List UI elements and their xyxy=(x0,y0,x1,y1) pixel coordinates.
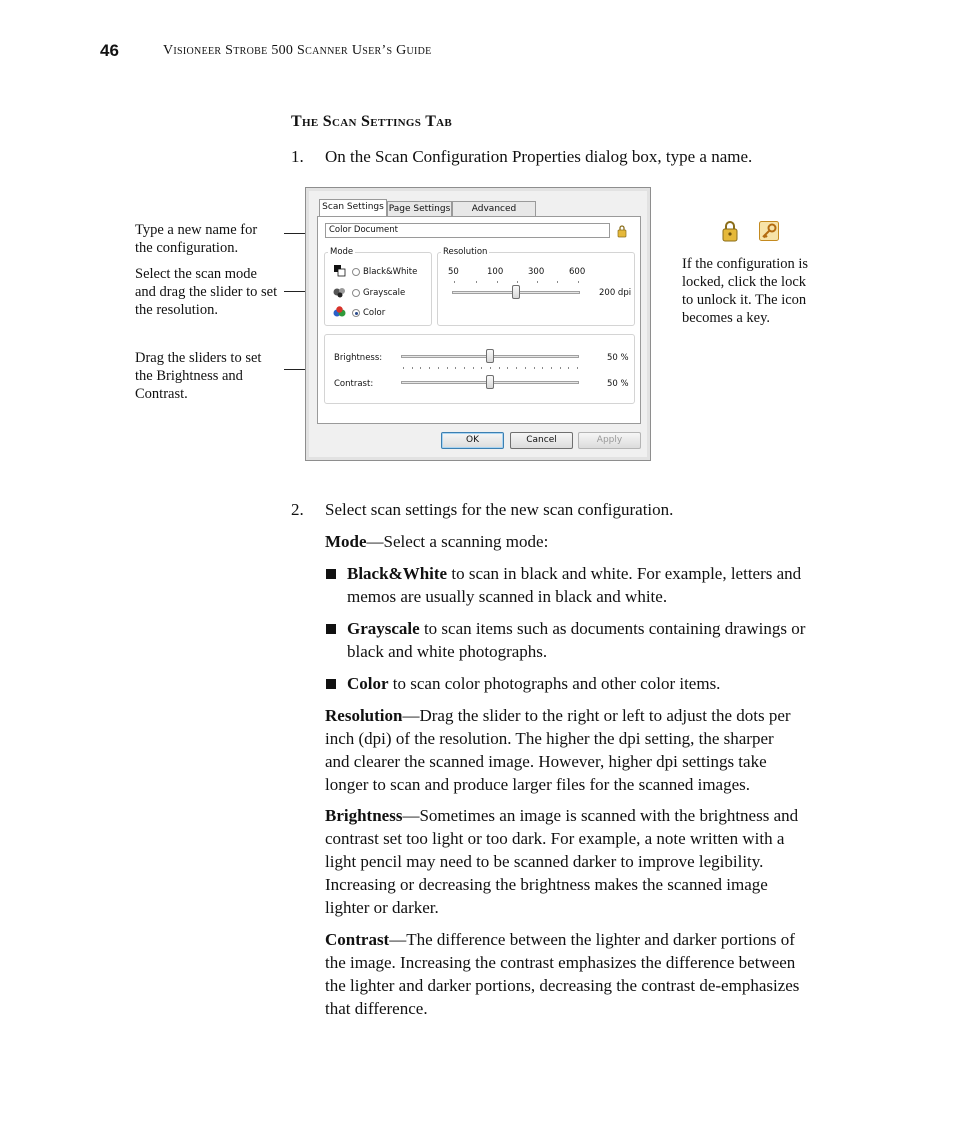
radio-grayscale[interactable] xyxy=(352,289,360,297)
step-2 xyxy=(291,500,891,522)
step-text: Select scan settings for the new scan configuration. xyxy=(325,500,674,519)
padlock-icon[interactable] xyxy=(617,224,627,238)
slider-tick xyxy=(490,367,491,369)
resolution-tick-label: 100 xyxy=(487,267,504,277)
slider-tick xyxy=(537,281,538,283)
tab-advanced-settings[interactable]: Advanced xyxy=(452,201,536,217)
resolution-group-label: Resolution xyxy=(443,247,488,257)
slider-tick xyxy=(578,281,579,283)
grayscale-mode-icon xyxy=(333,286,346,298)
slider-tick xyxy=(447,367,448,369)
brightness-value: 50 % xyxy=(607,353,629,363)
slider-tick xyxy=(481,367,482,369)
black-white-mode-icon xyxy=(334,265,346,277)
slider-tick xyxy=(429,367,430,369)
slider-tick xyxy=(476,281,477,283)
slider-tick xyxy=(403,367,404,369)
ok-button[interactable]: OK xyxy=(441,432,504,449)
bullet-square xyxy=(326,679,336,689)
contrast-slider-thumb[interactable] xyxy=(486,375,494,389)
slider-tick xyxy=(568,367,569,369)
resolution-tick-label: 300 xyxy=(528,267,545,277)
slider-tick xyxy=(557,281,558,283)
step-number: 2. xyxy=(291,500,304,519)
brightness-label: Brightness: xyxy=(334,353,383,363)
resolution-value: 200 dpi xyxy=(599,288,632,298)
step-number: 1. xyxy=(291,147,304,166)
slider-tick xyxy=(455,367,456,369)
key-icon xyxy=(759,221,779,241)
callout-lock: If the configuration is locked, click the lock to unlock it. The icon becomes a key. xyxy=(682,256,809,326)
page-number: 46 xyxy=(100,41,119,60)
running-title: Visioneer Strobe 500 Scanner User’s Guide xyxy=(163,43,432,58)
bullet-black-white: Black&White to scan in black and white. For example, letters and memos are usually scanned in black and white. xyxy=(347,564,802,606)
slider-tick xyxy=(516,367,517,369)
contrast-paragraph: Contrast—The difference between the lighter and darker portions of the image. Increasing the contrast emphasizes the difference between the lighter and darker portions, decreasing the contrast de-emphasizes that difference. xyxy=(325,930,800,1018)
slider-tick xyxy=(517,281,518,283)
slider-tick xyxy=(499,367,500,369)
tab-page-settings[interactable]: Page Settings xyxy=(387,201,452,217)
apply-button[interactable]: Apply xyxy=(578,432,641,449)
slider-tick xyxy=(420,367,421,369)
color-mode-icon xyxy=(333,306,346,318)
slider-tick xyxy=(507,367,508,369)
mode-label-black-white: Black&White xyxy=(363,267,418,277)
contrast-label: Contrast: xyxy=(334,379,374,389)
slider-tick xyxy=(473,367,474,369)
brightness-slider-thumb[interactable] xyxy=(486,349,494,363)
mode-intro: Mode—Select a scanning mode: xyxy=(325,532,549,551)
resolution-tick-label: 600 xyxy=(569,267,586,277)
brightness-paragraph: Brightness—Sometimes an image is scanned with the brightness and contrast set too light or too dark. For example, a note written with a light pencil may need to be scanned darker to improve legibility. Increasing or decreasing the brightness makes the scanned image lighter or darker. xyxy=(325,806,799,917)
slider-tick xyxy=(464,367,465,369)
slider-tick xyxy=(577,367,578,369)
callout-name: Type a new name for the configuration. xyxy=(135,222,258,256)
section-title: The Scan Settings Tab xyxy=(291,113,453,130)
slider-tick xyxy=(454,281,455,283)
slider-tick xyxy=(551,367,552,369)
term-mode: Mode xyxy=(325,532,367,551)
slider-tick-row xyxy=(403,367,577,370)
callout-mode: Select the scan mode and drag the slider to set the resolution. xyxy=(135,266,278,318)
slider-tick xyxy=(560,367,561,369)
configuration-name-field[interactable]: Color Document xyxy=(325,223,610,238)
slider-tick xyxy=(412,367,413,369)
slider-tick xyxy=(438,367,439,369)
radio-black-white[interactable] xyxy=(352,268,360,276)
step-1 xyxy=(291,147,891,169)
slider-tick xyxy=(497,281,498,283)
mode-label-grayscale: Grayscale xyxy=(363,288,406,298)
contrast-value: 50 % xyxy=(607,379,629,389)
slider-tick xyxy=(534,367,535,369)
bullet-square xyxy=(326,624,336,634)
tab-scan-settings[interactable]: Scan Settings xyxy=(319,199,387,217)
bullet-square xyxy=(326,569,336,579)
mode-label-color: Color xyxy=(363,308,386,318)
padlock-icon xyxy=(721,219,739,243)
radio-color[interactable] xyxy=(352,309,360,317)
resolution-tick-label: 50 xyxy=(448,267,459,277)
resolution-paragraph: Resolution—Drag the slider to the right or left to adjust the dots per inch (dpi) of the resolution. The higher the dpi setting, the sharper and clearer the scanned image. However, higher dpi settings take longer to scan and produce larger files for the scanned images. xyxy=(325,706,791,794)
cancel-button[interactable]: Cancel xyxy=(510,432,573,449)
bullet-grayscale: Grayscale to scan items such as documents containing drawings or black and white photographs. xyxy=(347,619,806,661)
mode-group-label: Mode xyxy=(330,247,354,257)
scan-configuration-dialog xyxy=(305,187,651,461)
step-text: On the Scan Configuration Properties dialog box, type a name. xyxy=(325,147,753,166)
callout-sliders: Drag the sliders to set the Brightness and Contrast. xyxy=(135,350,262,402)
slider-tick xyxy=(542,367,543,369)
resolution-slider-thumb[interactable] xyxy=(512,285,520,299)
slider-tick xyxy=(525,367,526,369)
bullet-color: Color to scan color photographs and other color items. xyxy=(347,674,721,693)
